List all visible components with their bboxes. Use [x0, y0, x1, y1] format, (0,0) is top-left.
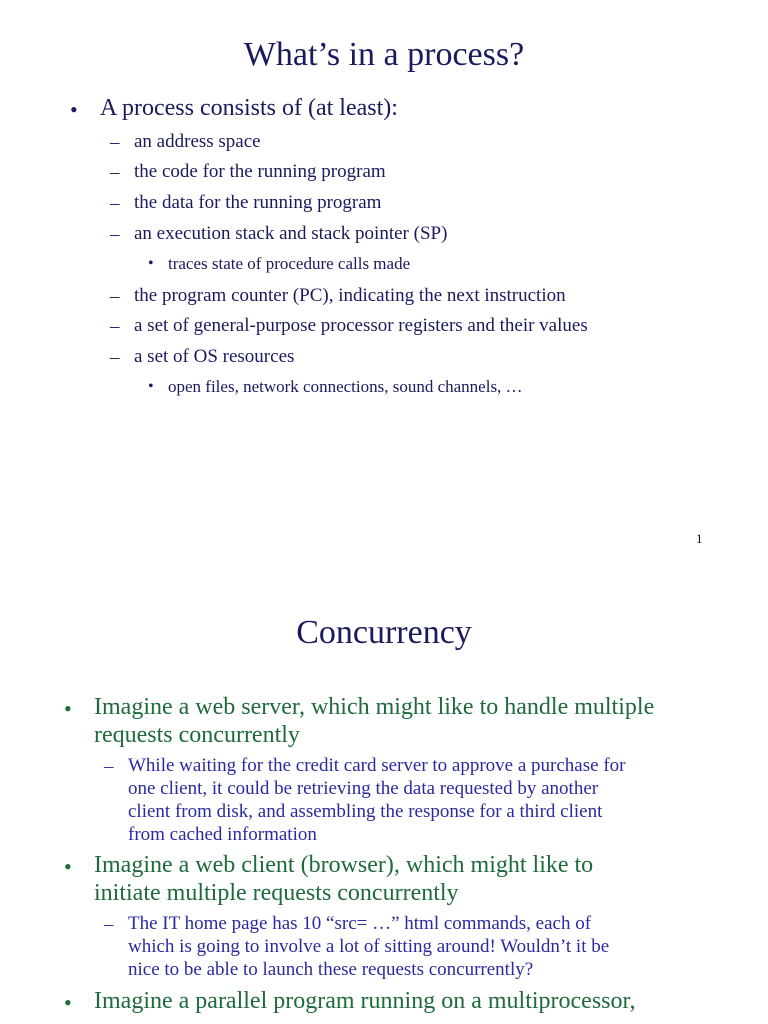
- list-subitem: open files, network connections, sound channels, …: [168, 377, 523, 396]
- dash-marker: –: [110, 193, 120, 214]
- dash-marker: –: [110, 132, 120, 153]
- sub-text: The IT home page has 10 “src= …” html commands, each of: [128, 913, 592, 934]
- list-subitem: traces state of procedure calls made: [168, 254, 411, 273]
- bullet-marker: •: [148, 378, 154, 395]
- bullet-text: A process consists of (at least):: [100, 95, 398, 121]
- sub-text: one client, it could be retrieving the data requested by another: [128, 778, 599, 799]
- dash-marker: –: [110, 162, 120, 183]
- list-item: an address space: [134, 131, 261, 152]
- page-number: 1: [696, 531, 703, 546]
- slide-title: Concurrency: [296, 614, 472, 651]
- bullet-text: initiate multiple requests concurrently: [94, 880, 459, 906]
- bullet-marker: •: [64, 990, 72, 1015]
- sub-text: client from disk, and assembling the response for a third client: [128, 801, 603, 822]
- bullet-text: requests concurrently: [94, 722, 300, 748]
- list-item: the data for the running program: [134, 192, 382, 213]
- list-item: a set of OS resources: [134, 346, 295, 367]
- bullet-marker: •: [148, 255, 154, 272]
- bullet-marker: •: [64, 854, 72, 879]
- bullet-text: Imagine a web client (browser), which might like to: [94, 852, 594, 878]
- list-item: the code for the running program: [134, 161, 386, 182]
- bullet-marker: •: [70, 97, 78, 122]
- slide-2: [0, 570, 768, 1024]
- dash-marker: –: [110, 316, 120, 337]
- bullet-marker: •: [64, 696, 72, 721]
- sub-text: While waiting for the credit card server to approve a purchase for: [128, 755, 626, 776]
- sub-text: nice to be able to launch these requests concurrently?: [128, 959, 534, 980]
- bullet-text: Imagine a web server, which might like to handle multiple: [94, 694, 655, 720]
- dash-marker: –: [110, 286, 120, 307]
- list-item: a set of general-purpose processor registers and their values: [134, 315, 588, 336]
- slide-title: What’s in a process?: [243, 36, 525, 73]
- dash-marker: –: [104, 756, 114, 777]
- sub-text: from cached information: [128, 824, 317, 845]
- dash-marker: –: [110, 224, 120, 245]
- bullet-text: Imagine a parallel program running on a multiprocessor,: [94, 988, 636, 1014]
- list-item: an execution stack and stack pointer (SP): [134, 223, 448, 244]
- dash-marker: –: [110, 347, 120, 368]
- list-item: the program counter (PC), indicating the next instruction: [134, 285, 566, 306]
- dash-marker: –: [104, 914, 114, 935]
- sub-text: which is going to involve a lot of sitting around! Wouldn’t it be: [128, 936, 610, 957]
